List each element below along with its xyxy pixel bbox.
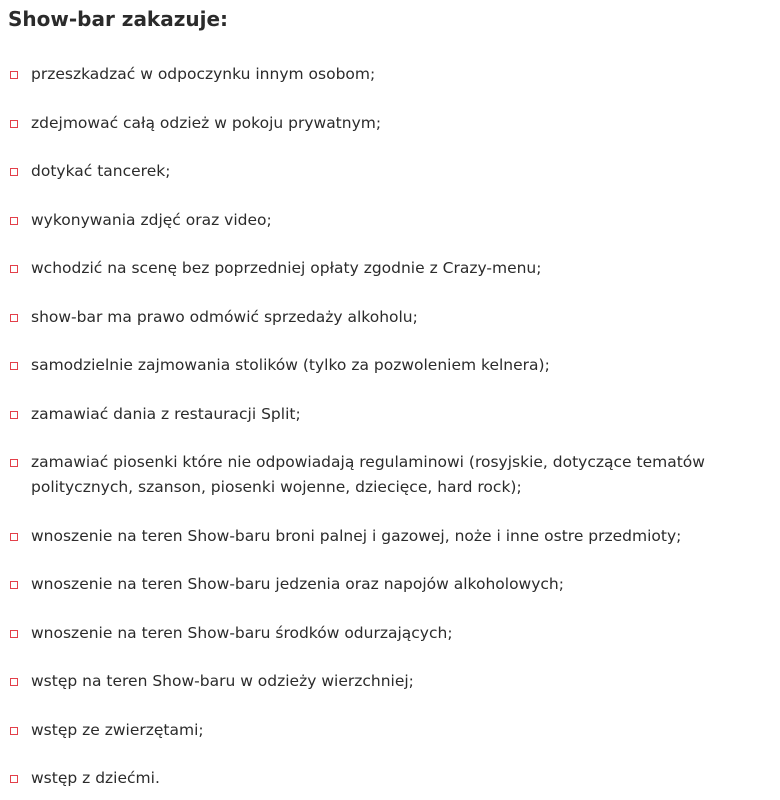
list-item-text: wnoszenie na teren Show-baru środków odurzających; [31,623,453,642]
list-item-text: przeszkadzać w odpoczynku innym osobom; [31,65,376,83]
list-item-text: wchodzić na scenę bez poprzedniej opłaty zgodnie z Crazy-menu; [31,259,542,277]
list-item-text: wnoszenie na teren Show-baru jedzenia oraz napojów alkoholowych; [31,575,564,593]
square-bullet-icon [10,362,18,370]
list-item [8,450,772,500]
square-bullet-icon [10,217,18,225]
list-item-text: dotykać tancerek; [31,162,171,180]
list-item [8,208,772,233]
square-bullet-icon [10,71,18,79]
list-item [8,524,772,549]
list-item-text: wnoszenie na teren Show-baru broni palnej i gazowej, noże i inne ostre przedmioty; [31,526,682,545]
prohibited-list [8,62,772,791]
square-bullet-icon [10,581,18,589]
square-bullet-icon [10,459,18,467]
rules-section [8,6,772,791]
square-bullet-icon [10,265,18,273]
square-bullet-icon [10,168,18,176]
list-item-text: zamawiać dania z restauracji Split; [31,404,301,423]
list-item-text: zamawiać piosenki które nie odpowiadają regulaminowi (rosyjskie, dotyczące tematów politycznych, szanson, piosenki wojenne, dziecięce, hard rock); [31,453,705,496]
square-bullet-icon [10,678,18,686]
list-item-text: wstęp na teren Show-baru w odzieży wierzchniej; [31,672,414,690]
list-item [8,718,772,743]
square-bullet-icon [10,314,18,322]
list-item-text: wstęp ze zwierzętami; [31,720,204,739]
list-item [8,766,772,791]
square-bullet-icon [10,775,18,783]
list-item [8,669,772,694]
square-bullet-icon [10,120,18,128]
square-bullet-icon [10,630,18,638]
list-item [8,62,772,87]
list-item [8,111,772,136]
list-item [8,572,772,597]
square-bullet-icon [10,411,18,419]
square-bullet-icon [10,533,18,541]
list-item-text: samodzielnie zajmowania stolików (tylko za pozwoleniem kelnera); [31,356,550,374]
rules-heading: Show-bar zakazuje: [8,7,229,31]
list-item-text: wykonywania zdjęć oraz video; [31,210,272,229]
list-item [8,305,772,330]
list-item [8,621,772,646]
list-item [8,159,772,184]
list-item-text: zdejmować całą odzież w pokoju prywatnym; [31,113,382,132]
list-item [8,353,772,378]
square-bullet-icon [10,727,18,735]
list-item [8,402,772,427]
list-item-text: wstęp z dziećmi. [31,769,160,787]
list-item [8,256,772,281]
list-item-text: show-bar ma prawo odmówić sprzedaży alkoholu; [31,307,418,326]
